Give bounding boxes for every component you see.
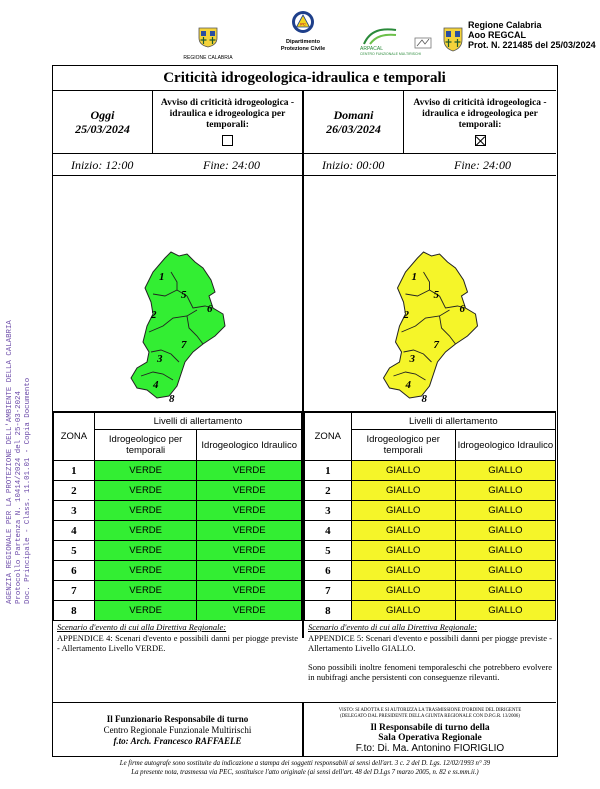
signature-right — [304, 704, 556, 755]
tomorrow-end: Fine: 24:00 — [454, 158, 511, 172]
regione-shield-icon — [197, 26, 219, 48]
zone-number: 1 — [54, 461, 95, 481]
level-idrogeologico: VERDE — [94, 561, 197, 581]
zone-number: 7 — [305, 581, 352, 601]
level-idrogeologico: GIALLO — [351, 581, 455, 601]
level-idrogeologico: VERDE — [94, 461, 197, 481]
level-idrogeologico: GIALLO — [351, 601, 455, 621]
level-idraulico: GIALLO — [455, 461, 555, 481]
today-avviso — [153, 90, 302, 154]
level-idraulico: VERDE — [197, 561, 302, 581]
tomorrow-scenario-title: Scenario d'evento di cui alla Direttiva Regionale: — [308, 622, 478, 632]
signature-left-name: f.to: Arch. Francesco RAFFAELE — [113, 736, 242, 746]
svg-text:PC: PC — [300, 21, 306, 27]
signature-right-name: F.to: Di. Ma. Antonino FIORIGLIO — [355, 743, 505, 754]
zone-row — [305, 521, 556, 541]
protezione-civile-icon — [291, 10, 315, 34]
protocol-line-2: Aoo REGCAL — [468, 30, 526, 40]
tomorrow-date-box — [304, 90, 404, 154]
regione-calabria-logo: REGIONE CALABRIA — [178, 26, 238, 61]
level-idraulico: GIALLO — [455, 541, 555, 561]
today-scenario — [53, 620, 302, 702]
level-idraulico: GIALLO — [455, 501, 555, 521]
level-idrogeologico: VERDE — [94, 581, 197, 601]
levels-header: Livelli di allertamento — [351, 413, 555, 430]
protocol-info — [468, 20, 596, 50]
protezione-civile-logo: PC Dipartimento Protezione Civile — [272, 10, 334, 53]
zone-number: 4 — [305, 521, 352, 541]
level-idraulico: VERDE — [197, 601, 302, 621]
level-idraulico: VERDE — [197, 581, 302, 601]
protocol-line-1: Regione Calabria — [468, 20, 542, 30]
level-idraulico: GIALLO — [455, 561, 555, 581]
zone-number: 2 — [54, 481, 95, 501]
bulletin-title: Criticità idrogeologica-idraulica e temporali — [53, 66, 556, 91]
zone-map-label: 3 — [157, 353, 163, 365]
level-idraulico: VERDE — [197, 481, 302, 501]
tomorrow-start: Inizio: 00:00 — [322, 158, 385, 172]
zone-row — [305, 601, 556, 621]
level-idrogeologico: GIALLO — [351, 561, 455, 581]
tomorrow-header — [304, 90, 556, 154]
today-date: 25/03/2024 — [75, 122, 130, 136]
zone-map-label: 4 — [153, 379, 159, 391]
calabria-region-shape — [131, 252, 225, 398]
zone-number: 5 — [54, 541, 95, 561]
zone-number: 1 — [305, 461, 352, 481]
today-label: Oggi — [90, 108, 115, 122]
today-date-box — [53, 90, 153, 154]
today-avviso-label: Avviso di criticità idrogeologica - idraulica e idrogeologica per temporali: — [160, 98, 295, 130]
tomorrow-map — [304, 176, 556, 412]
tomorrow-label: Domani — [333, 108, 374, 122]
tomorrow-avviso-label: Avviso di criticità idrogeologica - idraulica e idrogeologica per temporali: — [413, 98, 547, 130]
level-idraulico: GIALLO — [455, 581, 555, 601]
tomorrow-levels-table — [304, 412, 556, 621]
zone-number: 2 — [305, 481, 352, 501]
zone-row — [54, 601, 302, 621]
bulletin-frame — [52, 65, 558, 757]
zone-map-label: 1 — [159, 271, 165, 283]
zone-number: 7 — [54, 581, 95, 601]
today-header — [53, 90, 302, 154]
zone-row — [305, 541, 556, 561]
today-scenario-title: Scenario d'evento di cui alla Direttiva Regionale: — [57, 622, 227, 632]
zone-map-label: 7 — [181, 339, 187, 351]
zone-row — [54, 561, 302, 581]
zone-number: 3 — [305, 501, 352, 521]
zone-number: 8 — [54, 601, 95, 621]
zone-row — [305, 481, 556, 501]
zone-row — [54, 481, 302, 501]
level-idrogeologico: GIALLO — [351, 541, 455, 561]
zone-map-label: 5 — [181, 289, 187, 301]
footer-note: Le firme autografe sono sostituite da indicazione a stampa dei soggetti responsabili ai sensi dell'art. 3 c. 2 del D. Lgs. 12/02/1993 n° 39 La presente nota, trasmessa via PEC, sostituisce l'atto originale (ai sensi dell'art. 48 del D.Lgs 7 marzo 2005, n. 82 e ss.mm.ii.) — [119, 760, 491, 776]
level-idraulico: VERDE — [197, 521, 302, 541]
today-calabria-map — [53, 176, 302, 412]
level-idrogeologico: VERDE — [94, 601, 197, 621]
calabria-region-shape — [384, 252, 478, 398]
zone-number: 6 — [305, 561, 352, 581]
level-idrogeologico: VERDE — [94, 501, 197, 521]
zone-map-label: 8 — [169, 393, 175, 405]
zone-map-label: 2 — [151, 309, 157, 321]
zone-row — [305, 461, 556, 481]
col-idraulico-header: Idrogeologico Idraulico — [455, 430, 555, 461]
col-idrogeologico-header: Idrogeologico per temporali — [351, 430, 455, 461]
zone-row — [305, 501, 556, 521]
zone-number: 4 — [54, 521, 95, 541]
level-idraulico: VERDE — [197, 541, 302, 561]
arpacal-icon — [360, 26, 400, 46]
level-idrogeologico: VERDE — [94, 521, 197, 541]
zona-header: ZONA — [305, 413, 352, 461]
zone-row — [54, 461, 302, 481]
today-levels-table — [53, 412, 302, 621]
signature-left-office: Centro Regionale Funzionale Multirischi — [103, 725, 252, 735]
tomorrow-scenario — [304, 620, 556, 702]
today-map — [53, 176, 302, 412]
signature-right-office: Sala Operativa Regionale — [378, 733, 482, 743]
level-idraulico: GIALLO — [455, 521, 555, 541]
zone-map-label: 1 — [411, 271, 417, 283]
zone-map-label: 8 — [421, 393, 427, 405]
zone-number: 8 — [305, 601, 352, 621]
level-idrogeologico: GIALLO — [351, 481, 455, 501]
level-idrogeologico: GIALLO — [351, 521, 455, 541]
tomorrow-scenario-text: APPENDICE 5: Scenari d'evento e possibili danni per piogge previste - Allertamento Livello GIALLO. — [308, 632, 552, 653]
zone-map-label: 2 — [403, 309, 409, 321]
level-idrogeologico: GIALLO — [351, 501, 455, 521]
tomorrow-avviso — [404, 90, 556, 154]
zone-row — [305, 581, 556, 601]
zone-map-label: 6 — [207, 303, 213, 315]
level-idrogeologico: VERDE — [94, 481, 197, 501]
zone-row — [54, 541, 302, 561]
zone-map-label: 7 — [433, 339, 439, 351]
today-scenario-text: APPENDICE 4: Scenari d'evento e possibili danni per piogge previste - Allertamento Livello VERDE. — [57, 632, 298, 653]
today-end: Fine: 24:00 — [203, 158, 260, 172]
level-idraulico: VERDE — [197, 501, 302, 521]
arpacal-logo: ARPACAL CENTRO FUNZIONALE MULTIRISCHI — [360, 26, 412, 56]
col-idraulico-header: Idrogeologico Idraulico — [197, 430, 302, 461]
today-start: Inizio: 12:00 — [71, 158, 134, 172]
zone-row — [54, 581, 302, 601]
tomorrow-date: 26/03/2024 — [326, 122, 381, 136]
zone-row — [54, 501, 302, 521]
level-idraulico: GIALLO — [455, 601, 555, 621]
small-emblem-icon — [413, 34, 433, 52]
tomorrow-times — [304, 154, 556, 176]
signature-divider — [53, 702, 556, 703]
signature-left — [53, 704, 302, 747]
level-idraulico: GIALLO — [455, 481, 555, 501]
col-idrogeologico-header: Idrogeologico per temporali — [94, 430, 197, 461]
zone-number: 6 — [54, 561, 95, 581]
zone-map-label: 6 — [459, 303, 465, 315]
zone-number: 5 — [305, 541, 352, 561]
signature-right-note: VISTO: SI ADOTTA E SI AUTORIZZA LA TRASMISSIONE D'ORDINE DEL DIRIGENTE (DELEGATO DAL PRESIDENTE DELLA GIUNTA REGIONALE CON D.P.G.R. 13/2006) — [338, 708, 522, 719]
header — [0, 0, 600, 62]
zone-map-label: 4 — [405, 379, 411, 391]
level-idrogeologico: GIALLO — [351, 461, 455, 481]
zone-number: 3 — [54, 501, 95, 521]
signature-left-role: Il Funzionario Responsabile di turno — [106, 714, 249, 724]
protocol-line-3: Prot. N. 221485 del 25/03/2024 — [468, 40, 596, 50]
signature-right-role: Il Responsabile di turno della — [370, 723, 490, 733]
level-idrogeologico: VERDE — [94, 541, 197, 561]
zone-map-label: 3 — [409, 353, 415, 365]
zone-row — [305, 561, 556, 581]
zone-map-label: 5 — [433, 289, 439, 301]
tomorrow-calabria-map — [304, 176, 556, 412]
zone-row — [54, 521, 302, 541]
today-avviso-checkbox — [222, 135, 233, 146]
zona-header: ZONA — [54, 413, 95, 461]
today-times — [53, 154, 302, 176]
tomorrow-scenario-extra: Sono possibili inoltre fenomeni temporaleschi che potrebbero evolvere in nubifragi anche persistenti con conseguenze rilevanti. — [308, 661, 552, 682]
regione-protocol-shield-icon — [442, 26, 464, 52]
level-idraulico: VERDE — [197, 461, 302, 481]
tomorrow-avviso-checkbox — [475, 135, 486, 146]
protocol-stamp: AGENZIA REGIONALE PER LA PROTEZIONE DELL'AMBIENTE DELLA CALABRIA Protocollo Partenza N. 10414/2024 del 25-03-2024 Doc. Principale - Class. 11.01.01 - Copia Documento — [6, 320, 32, 604]
levels-header: Livelli di allertamento — [94, 413, 301, 430]
